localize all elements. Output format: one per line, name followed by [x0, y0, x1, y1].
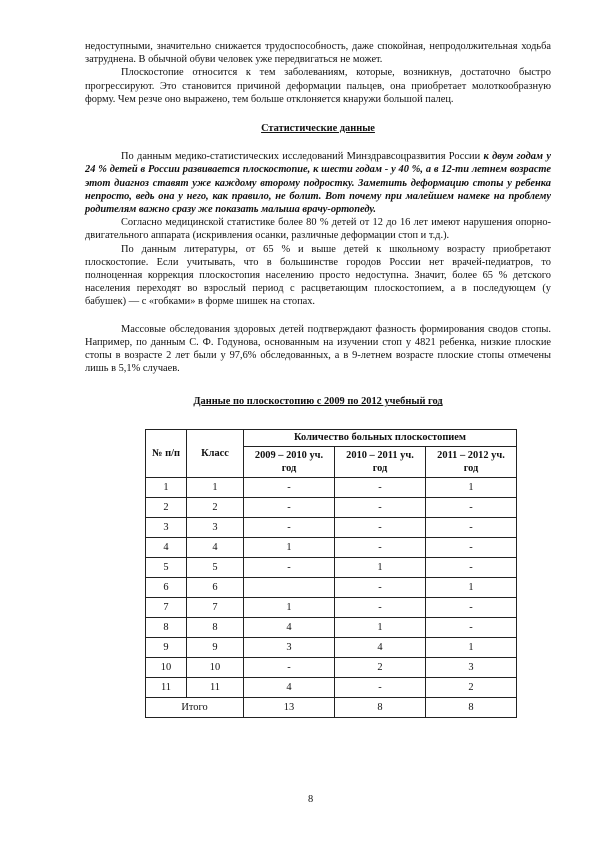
- cell-year-2: 1: [335, 617, 426, 637]
- cell-year-1: -: [244, 557, 335, 577]
- cell-num: 3: [146, 517, 187, 537]
- header-year-3: 2011 – 2012 уч. год: [426, 446, 517, 477]
- cell-year-2: -: [335, 517, 426, 537]
- cell-class: 6: [187, 577, 244, 597]
- cell-class: 5: [187, 557, 244, 577]
- cell-year-2: 1: [335, 557, 426, 577]
- table-row: [146, 657, 517, 677]
- header-num: № п/п: [146, 429, 187, 477]
- table-row: [146, 637, 517, 657]
- page-number: 8: [308, 794, 314, 805]
- table-row: [146, 477, 517, 497]
- page-content: [85, 40, 551, 718]
- header-year-2: 2010 – 2011 уч. год: [335, 446, 426, 477]
- cell-year-2: 2: [335, 657, 426, 677]
- cell-year-2: -: [335, 577, 426, 597]
- paragraph-6: Массовые обследования здоровых детей подтверждают фазность формирования сводов стопы. Например, по данным С. Ф. Годунова, основанным на изучении стоп у 4821 ребенка, низкие плоские стопы в возрасте 2 лет были у 97,6% обследованных, а в 9-летнем возрасте плоские стопы отмечены лишь в 5,1% случаев.: [85, 323, 551, 375]
- table-total-row: [146, 697, 517, 717]
- table-row: [146, 497, 517, 517]
- cell-class: 2: [187, 497, 244, 517]
- cell-year-3: -: [426, 537, 517, 557]
- cell-class: 4: [187, 537, 244, 557]
- cell-year-1: [244, 577, 335, 597]
- header-class: Класс: [187, 429, 244, 477]
- total-year-3: 8: [426, 697, 517, 717]
- header-group: Количество больных плоскостопием: [244, 429, 517, 446]
- paragraph-3-start: По данным медико-статистических исследований Минздравсоцразвития России: [121, 151, 484, 163]
- section-title: Статистические данные: [261, 123, 375, 135]
- cell-num: 5: [146, 557, 187, 577]
- cell-num: 2: [146, 497, 187, 517]
- cell-num: 10: [146, 657, 187, 677]
- cell-year-1: -: [244, 497, 335, 517]
- table-row: [146, 517, 517, 537]
- table-row: [146, 537, 517, 557]
- cell-class: 8: [187, 617, 244, 637]
- table-row: [146, 677, 517, 697]
- cell-year-3: 1: [426, 577, 517, 597]
- cell-num: 9: [146, 637, 187, 657]
- cell-year-2: 4: [335, 637, 426, 657]
- table-title: Данные по плоскостопию с 2009 по 2012 учебный год: [193, 396, 443, 408]
- cell-year-3: 1: [426, 637, 517, 657]
- paragraph-5: По данным литературы, от 65 % и выше детей к школьному возрасту приобретают плоскостопие. Если учитывать, что в большинстве городов России нет врачей-педиатров, то полноценная коррекция плоскостопия населению просто недоступна. Значит, более 65 % детского населения переходят во взрослый период с расцветающим плоскостопием, а в последующем (у бабушек) — с «гобками» в форме шишек на стопах.: [85, 243, 551, 308]
- cell-class: 1: [187, 477, 244, 497]
- total-year-2: 8: [335, 697, 426, 717]
- cell-year-1: 1: [244, 597, 335, 617]
- cell-class: 7: [187, 597, 244, 617]
- cell-year-2: -: [335, 677, 426, 697]
- cell-year-2: -: [335, 537, 426, 557]
- cell-year-2: -: [335, 477, 426, 497]
- paragraph-1: недоступными, значительно снижается трудоспособность, даже спокойная, непродолжительная ходьба затруднена. В обычной обуви человек уже передвигаться не может.: [85, 41, 551, 66]
- paragraph-3-italic: к двум годам у 24 % детей в России развивается плоскостопие, к шести годам - у 40 %, а в 12-ти летнем возрасте этот диагноз ставят уже каждому второму подростку. Заметить деформацию стопы у ребенка непросто, ведь она у него, как правило, не болит. Вот почему при малейшем намеке на проблему родителям важно сразу же показать малыша врачу-ортопеду.: [85, 151, 551, 216]
- table-row: [146, 557, 517, 577]
- cell-year-3: 1: [426, 477, 517, 497]
- cell-num: 7: [146, 597, 187, 617]
- paragraph-3: [85, 150, 551, 216]
- cell-year-3: -: [426, 497, 517, 517]
- total-label: Итого: [146, 697, 244, 717]
- paragraph-4: Согласно медицинской статистике более 80 % детей от 12 до 16 лет имеют нарушения опорно-двигательного аппарата (искривления осанки, различные деформации стоп и т.д.).: [85, 217, 551, 242]
- cell-year-3: 2: [426, 677, 517, 697]
- cell-num: 4: [146, 537, 187, 557]
- cell-year-1: 4: [244, 677, 335, 697]
- cell-year-3: -: [426, 517, 517, 537]
- cell-year-1: -: [244, 517, 335, 537]
- table-body: [146, 477, 517, 717]
- table-row: [146, 577, 517, 597]
- cell-year-1: -: [244, 477, 335, 497]
- cell-class: 10: [187, 657, 244, 677]
- paragraph-2: Плоскостопие относится к тем заболеваниям, которые, возникнув, достаточно быстро прогрессируют. Это становится причиной деформации пальцев, она приобретает молоткообразную форму. Чем резче оно выражено, тем больше отклоняется кнаружи большой палец.: [85, 67, 551, 105]
- cell-year-1: -: [244, 657, 335, 677]
- cell-num: 1: [146, 477, 187, 497]
- cell-year-2: -: [335, 497, 426, 517]
- table-row: [146, 597, 517, 617]
- table-row: [146, 617, 517, 637]
- cell-class: 3: [187, 517, 244, 537]
- cell-year-3: -: [426, 617, 517, 637]
- stats-table: [145, 429, 517, 718]
- cell-year-3: -: [426, 557, 517, 577]
- cell-year-3: -: [426, 597, 517, 617]
- cell-num: 11: [146, 677, 187, 697]
- cell-num: 8: [146, 617, 187, 637]
- cell-class: 11: [187, 677, 244, 697]
- cell-year-1: 3: [244, 637, 335, 657]
- header-year-1: 2009 – 2010 уч. год: [244, 446, 335, 477]
- total-year-1: 13: [244, 697, 335, 717]
- cell-year-1: 4: [244, 617, 335, 637]
- cell-class: 9: [187, 637, 244, 657]
- cell-year-2: -: [335, 597, 426, 617]
- cell-num: 6: [146, 577, 187, 597]
- cell-year-3: 3: [426, 657, 517, 677]
- cell-year-1: 1: [244, 537, 335, 557]
